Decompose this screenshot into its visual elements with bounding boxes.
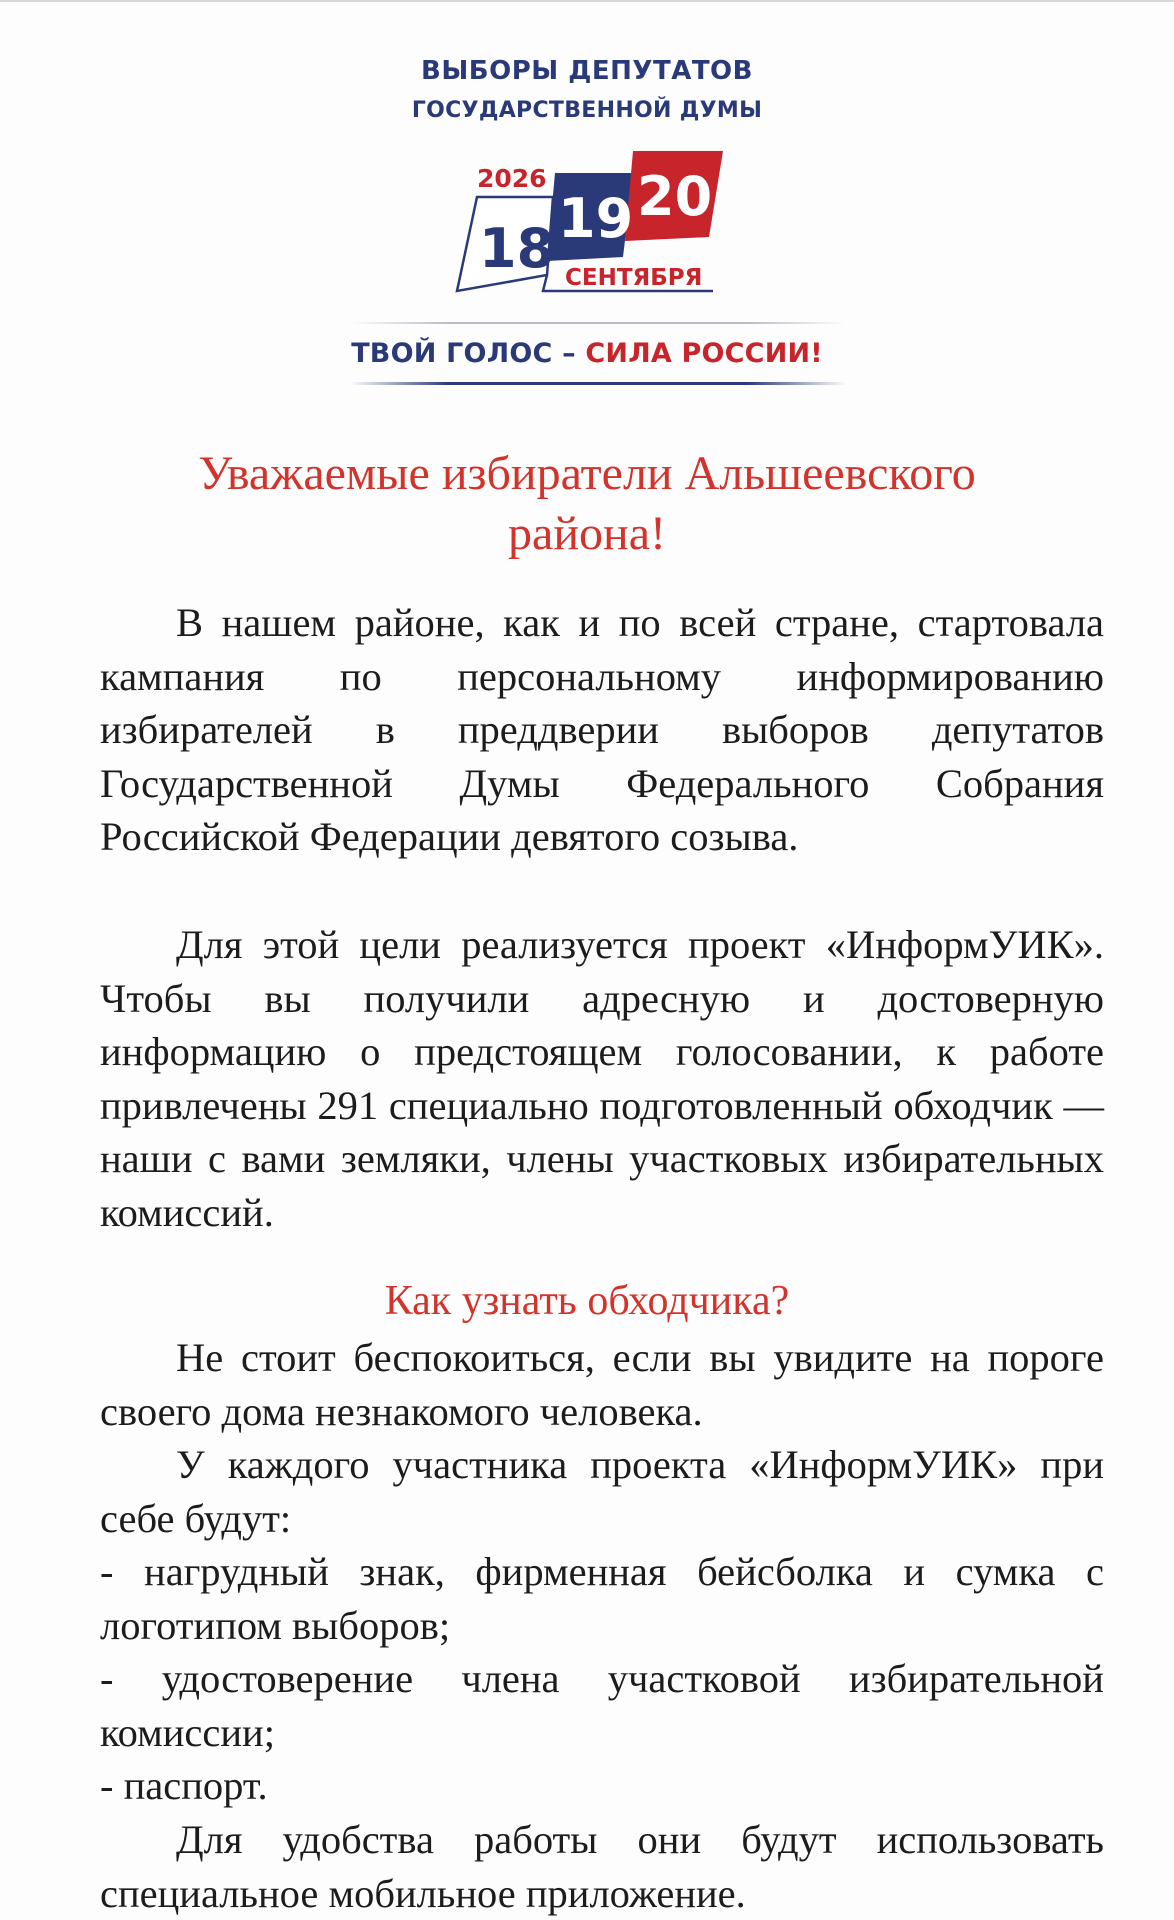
- logo-title-line2: ГОСУДАРСТВЕННОЙ ДУМЫ: [411, 98, 763, 123]
- month-label: СЕНТЯБРЯ: [565, 265, 703, 291]
- paragraph-3: Не стоит беспокоиться, если вы увидите на пороге своего дома незнакомого человека.: [100, 1335, 1104, 1434]
- logo-title-line1: ВЫБОРЫ ДЕПУТАТОВ: [421, 56, 753, 86]
- day3-label: 20: [637, 165, 713, 228]
- day1-label: 18: [479, 217, 555, 280]
- logo-slogan: [0, 338, 1174, 369]
- day2-label: 19: [558, 187, 634, 250]
- paragraph-2: Для этой цели реализуется проект «ИнформУИК». Чтобы вы получили адресную и достоверную информацию о предстоящем голосовании, к работе привлечены 291 специально подготовленный обходчик — наши с вами земляки, члены участковых избирательных комиссий.: [100, 922, 1104, 1235]
- slogan-part1: ТВОЙ ГОЛОС: [351, 338, 553, 369]
- article-title: Уважаемые избиратели Альшеевского района!: [198, 447, 976, 560]
- list-item-passport: - паспорт.: [100, 1763, 268, 1808]
- year-label: 2026: [477, 164, 547, 193]
- election-logo: [0, 0, 1174, 400]
- slogan-part2: СИЛА РОССИИ!: [585, 338, 823, 369]
- slogan-rule-top: [350, 322, 846, 324]
- article-subtitle: Как узнать обходчика?: [384, 1278, 790, 1324]
- slogan-dash: –: [552, 338, 586, 369]
- paragraph-4: У каждого участника проекта «ИнформУИК» при себе будут:: [100, 1442, 1104, 1541]
- list-item-badge: - нагрудный знак, фирменная бейсболка и сумка с логотипом выборов;: [100, 1549, 1104, 1648]
- paragraph-5: Для удобства работы они будут использовать специальное мобильное приложение.: [100, 1817, 1104, 1916]
- list-item-certificate: - удостоверение члена участковой избирательной комиссии;: [100, 1656, 1104, 1755]
- dates-graphic: [455, 145, 735, 295]
- slogan-rule-bottom: [350, 382, 846, 385]
- paragraph-1: В нашем районе, как и по всей стране, стартовала кампания по персональному информированию избирателей в преддверии выборов депутатов Государственной Думы Федерального Собрания Российской Федерации девятого созыва.: [100, 600, 1104, 860]
